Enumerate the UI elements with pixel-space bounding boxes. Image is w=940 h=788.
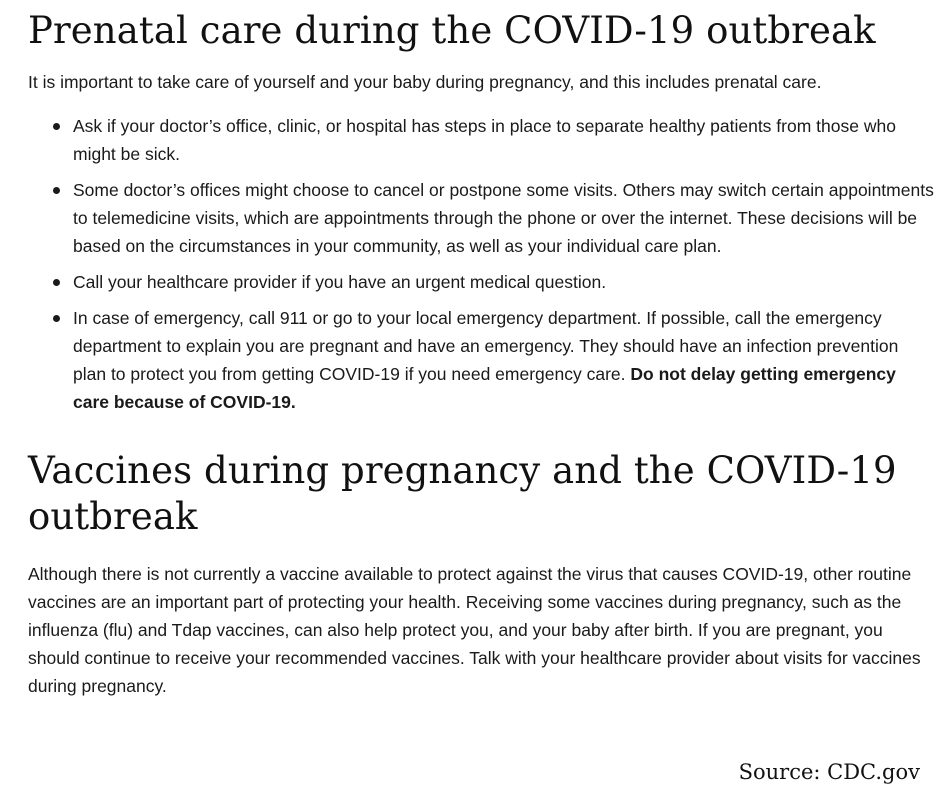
bullet-icon <box>53 123 60 130</box>
section-heading-vaccines: Vaccines during pregnancy and the COVID-19 outbreak <box>28 449 897 538</box>
bullet-icon <box>53 187 60 194</box>
list-item <box>73 268 934 296</box>
emergency-warning: Do not delay getting emergency care because of COVID-19. <box>73 364 896 412</box>
list-item <box>73 304 934 416</box>
bullet-icon <box>53 279 60 286</box>
article <box>28 8 934 700</box>
source-caption: Source: CDC.gov <box>738 760 920 784</box>
list-item-text: Some doctor’s offices might choose to cancel or postpone some visits. Others may switch certain appointments to telemedicine visits, which are appointments through the phone or over the internet. These decisions will be based on the circumstances in your community, as well as your individual care plan. <box>73 180 934 256</box>
list-item <box>73 112 934 168</box>
vaccines-paragraph: Although there is not currently a vaccine available to protect against the virus that causes COVID-19, other routine vaccines are an important part of protecting your health. Receiving some vaccines during pregnancy, such as the influenza (flu) and Tdap vaccines, can also help protect you, and your baby after birth. If you are pregnant, you should continue to receive your recommended vaccines. Talk with your healthcare provider about visits for vaccines during pregnancy. <box>28 564 921 696</box>
prenatal-care-list <box>28 112 934 416</box>
bullet-icon <box>53 315 60 322</box>
intro-paragraph: It is important to take care of yourself and your baby during pregnancy, and this includes prenatal care. <box>28 72 822 92</box>
list-item-text: In case of emergency, call 911 or go to your local emergency department. If possible, call the emergency department to explain you are pregnant and have an emergency. They should have an infection prevention plan to protect you from getting COVID-19 if you need emergency care. <box>73 308 899 384</box>
list-item-text: Ask if your doctor’s office, clinic, or hospital has steps in place to separate healthy patients from those who might be sick. <box>73 116 896 164</box>
list-item <box>73 176 934 260</box>
section-heading-prenatal-care: Prenatal care during the COVID-19 outbreak <box>28 9 876 52</box>
list-item-text: Call your healthcare provider if you have an urgent medical question. <box>73 272 607 292</box>
